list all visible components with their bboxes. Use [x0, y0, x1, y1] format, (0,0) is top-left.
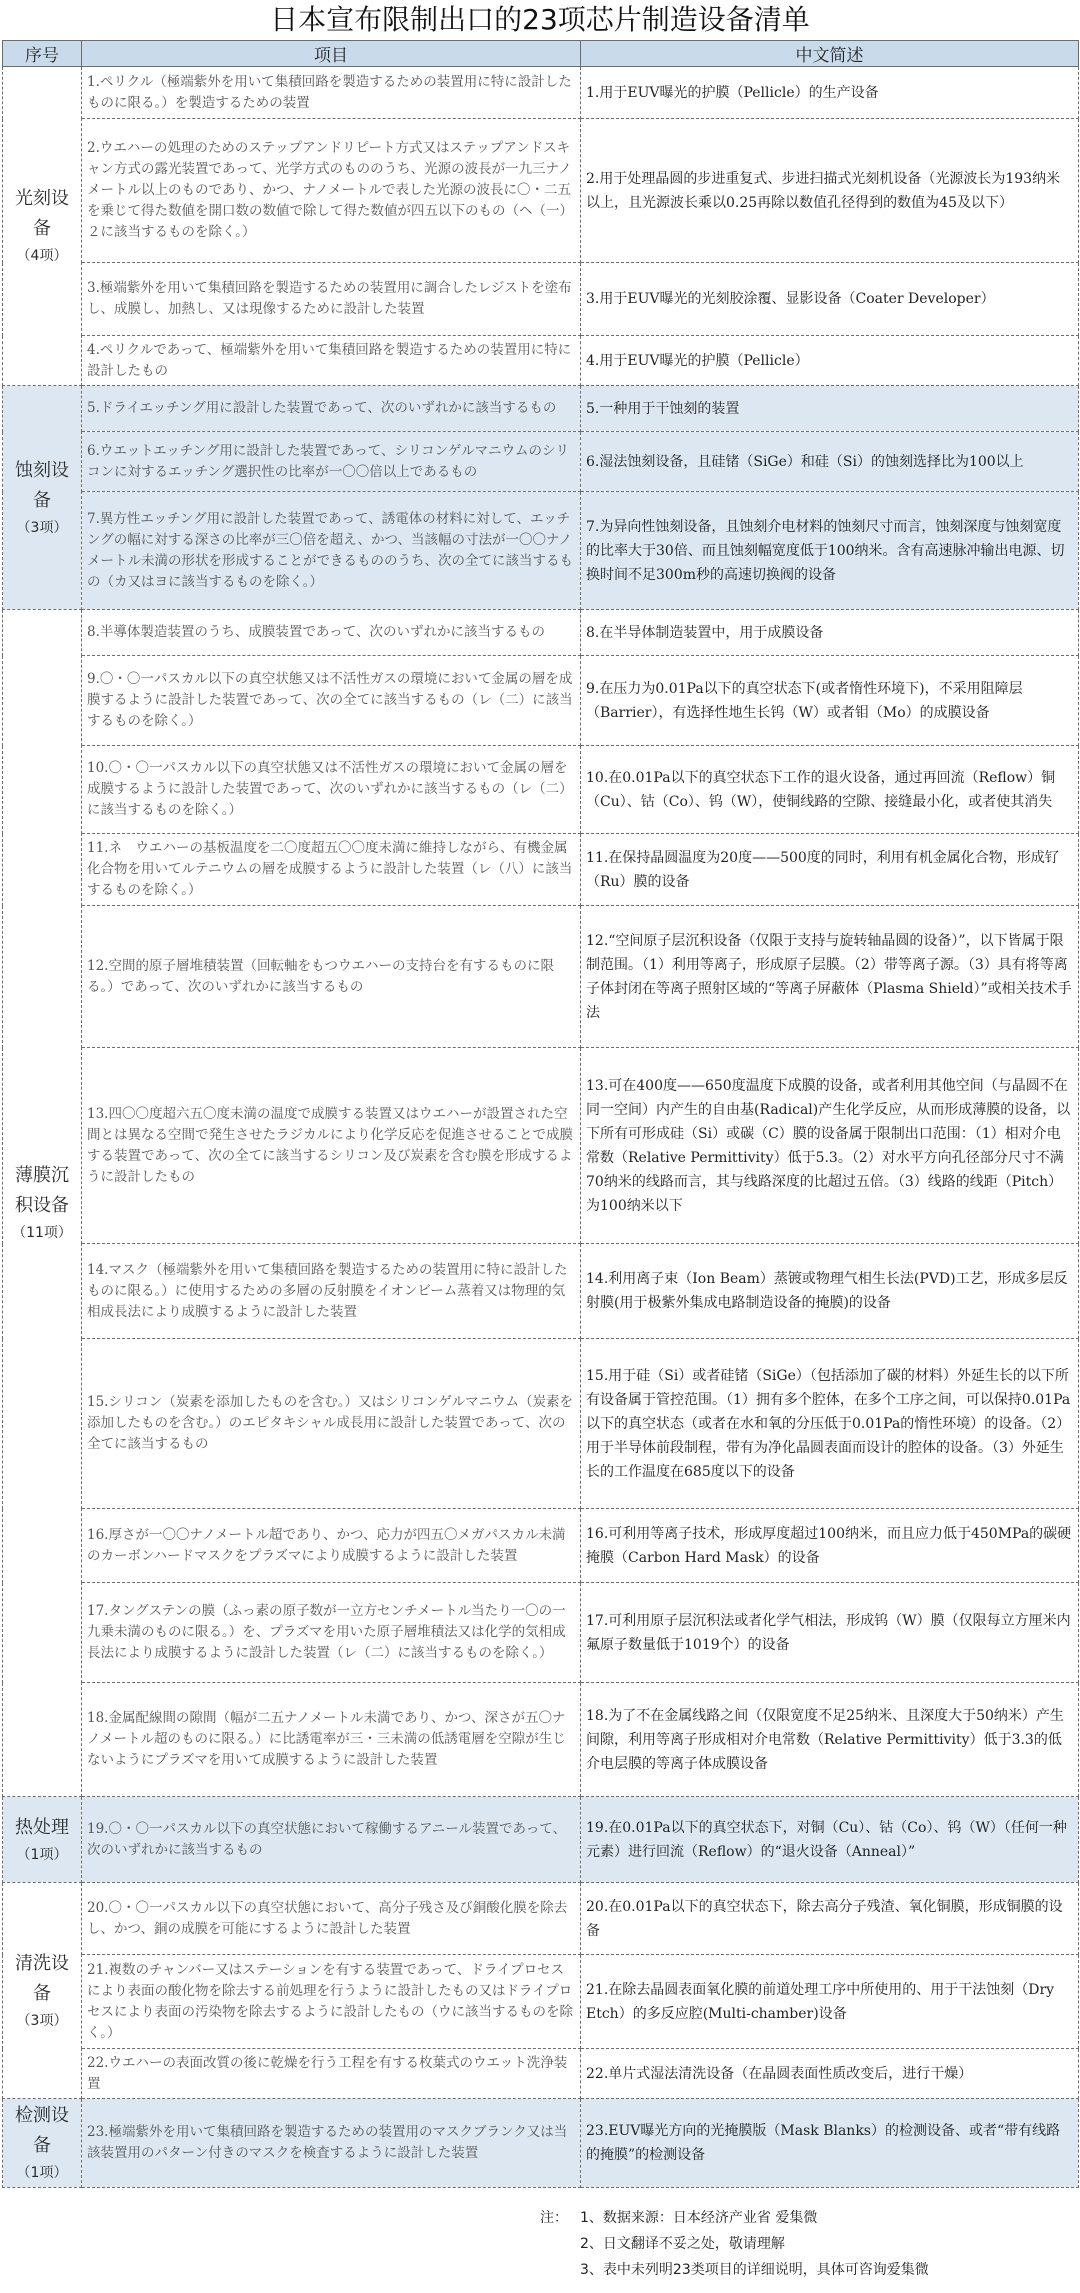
category-inspection: [3, 2099, 82, 2188]
category-count: （1项）: [16, 1846, 68, 1863]
table-row: [3, 1583, 1079, 1683]
item-cn: 6.湿法蚀刻设备，且硅锗（SiGe）和硅（Si）的蚀刻选择比为100以上: [581, 432, 1079, 492]
item-jp: 3.極端紫外を用いて集積回路を製造するための装置用に調合したレジストを塗布し、成膜し、加熱し、又は現像するために設計した装置: [82, 263, 581, 336]
table-row: [3, 67, 1079, 119]
item-jp: 11.ネ ウエハーの基板温度を二〇度超五〇〇度未満に維持しながら、有機金属化合物を用いてルテニウムの層を成膜するように設計した装置（レ（八）に該当するものを除く。）: [82, 834, 581, 906]
item-jp: 19.〇・〇一パスカル以下の真空状態において稼働するアニール装置であって、次のいずれかに該当するもの: [82, 1797, 581, 1883]
category-cleaning: [3, 1883, 82, 2099]
item-cn: 1.用于EUV曝光的护膜（Pellicle）的生产设备: [581, 67, 1079, 119]
item-jp: 13.四〇〇度超六五〇度未満の温度で成膜する装置又はウエハーが設置された空間とは異なる空間で発生させたラジカルにより化学反応を促進させることで成膜する装置であって、次の全てに該当するシリコン及び炭素を含む膜を形成するように設計したもの: [82, 1048, 581, 1244]
item-jp: 8.半導体製造装置のうち、成膜装置であって、次のいずれかに該当するもの: [82, 610, 581, 656]
table-row: [3, 906, 1079, 1048]
item-cn: 11.在保持晶圆温度为20度——500度的同时，利用有机金属化合物，形成钌（Ru）膜的设备: [581, 834, 1079, 906]
table-row: [3, 386, 1079, 432]
table-row: [3, 2049, 1079, 2099]
item-cn: 21.在除去晶圆表面氧化膜的前道处理工序中所使用的、用于干法蚀刻（Dry Etch）的多反应腔(Multi-chamber)设备: [581, 1955, 1079, 2049]
note-line: 1、数据来源：日本经济产业省 爱集微: [580, 2210, 818, 2226]
category-lithography: [3, 67, 82, 386]
item-cn: 2.用于处理晶圆的步进重复式、步进扫描式光刻机设备（光源波长为193纳米以上，且光源波长乘以0.25再除以数值孔径得到的数值为45及以下）: [581, 119, 1079, 263]
item-jp: 10.〇・〇一パスカル以下の真空状態又は不活性ガスの環境において金属の層を成膜するように設計した装置であって、次のいずれかに該当するもの（レ（二）に該当するものを除く。）: [82, 746, 581, 834]
item-jp: 1.ペリクル（極端紫外を用いて集積回路を製造するための装置用に特に設計したものに限る。）を製造するための装置: [82, 67, 581, 119]
item-jp: 17.タングステンの膜（ふっ素の原子数が一立方センチメートル当たり一〇の一九乗未満のものに限る。）を、プラズマを用いた原子層堆積法又は化学的気相成長法により成膜するように設計した装置（レ（二）に該当するものを除く。）: [82, 1583, 581, 1683]
col-header-item: 项目: [82, 41, 581, 67]
item-jp: 23.極端紫外を用いて集積回路を製造するための装置用のマスクブランク又は当該装置用のパターン付きのマスクを検査するように設計した装置: [82, 2099, 581, 2188]
item-cn: 17.可利用原子层沉积法或者化学气相法，形成钨（W）膜（仅限每立方厘米内氟原子数量低于1019个）的设备: [581, 1583, 1079, 1683]
category-name: 热处理: [15, 1816, 69, 1838]
table-row: [3, 1797, 1079, 1883]
category-count: （3项）: [16, 519, 68, 536]
table-row: [3, 1048, 1079, 1244]
table-row: [3, 119, 1079, 263]
table-row: [3, 1883, 1079, 1955]
note-line: 3、表中未列明23类项目的详细说明，具体可咨询爱集微: [580, 2262, 929, 2278]
item-jp: 4.ペリクルであって、極端紫外を用いて集積回路を製造するための装置用に特に設計したもの: [82, 336, 581, 386]
item-cn: 22.单片式湿法清洗设备（在晶圆表面性质改变后，进行干燥）: [581, 2049, 1079, 2099]
table-row: [3, 656, 1079, 746]
item-cn: 14.利用离子束（Ion Beam）蒸镀或物理气相生长法(PVD)工艺，形成多层反射膜(用于极紫外集成电路制造设备的掩膜)的设备: [581, 1244, 1079, 1339]
table-row: [3, 2099, 1079, 2188]
item-jp: 14.マスク（極端紫外を用いて集積回路を製造するための装置用に特に設計したものに限る。）に使用するための多層の反射膜をイオンビーム蒸着又は物理的気相成長法により成膜するように設計した装置: [82, 1244, 581, 1339]
table-row: [3, 1339, 1079, 1509]
item-cn: 18.为了不在金属线路之间（仅限宽度不足25纳米、且深度大于50纳米）产生间隙，利用等离子形成相对介电常数（Relative Permittivity）低于3.3的低介电层膜的等离子体成膜设备: [581, 1683, 1079, 1797]
table-row: [3, 1509, 1079, 1583]
page-title: 日本宣布限制出口的23项芯片制造设备清单: [270, 3, 810, 36]
category-count: （4项）: [16, 248, 68, 264]
item-cn: 4.用于EUV曝光的护膜（Pellicle）: [581, 336, 1079, 386]
notes-label: 注：: [540, 2210, 568, 2226]
col-header-no: 序号: [3, 41, 82, 67]
item-cn: 10.在0.01Pa以下的真空状态下工作的退火设备，通过再回流（Reflow）铜（Cu）、钴（Co）、钨（W），使铜线路的空隙、接缝最小化，或者使其消失: [581, 746, 1079, 834]
export-control-table: [2, 40, 1079, 2188]
item-cn: 7.为异向性蚀刻设备，且蚀刻介电材料的蚀刻尺寸而言，蚀刻深度与蚀刻宽度的比率大于30倍、而且蚀刻幅宽度低于100纳米。含有高速脉冲输出电源、切换时间不足300m秒的高速切换阀的设备: [581, 492, 1079, 610]
category-name: 薄膜沉积设备: [15, 1165, 69, 1216]
table-row: [3, 834, 1079, 906]
category-etching: [3, 386, 82, 610]
category-name: 光刻设备: [15, 188, 69, 239]
item-cn: 20.在0.01Pa以下的真空状态下，除去高分子残渣、氧化铜膜，形成铜膜的设备: [581, 1883, 1079, 1955]
item-jp: 15.シリコン（炭素を添加したものを含む。）又はシリコンゲルマニウム（炭素を添加したものを含む。）のエピタキシャル成長用に設計した装置であって、次の全てに該当するもの: [82, 1339, 581, 1509]
item-jp: 18.金属配線間の隙間（幅が二五ナノメートル未満であり、かつ、深さが五〇ナノメートル超のものに限る。）に比誘電率が三・三未満の低誘電層を空隙が生じないようにプラズマを用いて成膜するように設計した装置: [82, 1683, 581, 1797]
table-row: [3, 492, 1079, 610]
table-row: [3, 336, 1079, 386]
category-count: （3项）: [16, 2012, 68, 2029]
item-cn: 19.在0.01Pa以下的真空状态下，对铜（Cu）、钴（Co）、钨（W）（任何一种元素）进行回流（Reflow）的“退火设备（Anneal）”: [581, 1797, 1079, 1883]
table-row: [3, 610, 1079, 656]
table-header: [3, 41, 1079, 67]
category-heat-treatment: [3, 1797, 82, 1883]
table-row: [3, 1244, 1079, 1339]
table-row: [3, 746, 1079, 834]
item-jp: 9.〇・〇一パスカル以下の真空状態又は不活性ガスの環境において金属の層を成膜するように設計した装置であって、次の全てに該当するもの（レ（二）に該当するものを除く。）: [82, 656, 581, 746]
item-cn: 8.在半导体制造装置中，用于成膜设备: [581, 610, 1079, 656]
table-row: [3, 432, 1079, 492]
item-cn: 13.可在400度——650度温度下成膜的设备，或者利用其他空间（与晶圆不在同一空间）内产生的自由基(Radical)产生化学反应，从而形成薄膜的设备，以下所有可形成硅（Si）或碳（C）膜的设备属于限制出口范围：（1）相对介电常数（Relative Permittivity）低于5.3。（2）对水平方向孔径部分尺寸不满70纳米的线路而言，其与线路深度的比超过五倍。（3）线路的线距（Pitch）为100纳米以下: [581, 1048, 1079, 1244]
category-count: （1项）: [16, 2165, 68, 2181]
item-jp: 6.ウエットエッチング用に設計した装置であって、シリコンゲルマニウムのシリコンに対するエッチング選択性の比率が一〇〇倍以上であるもの: [82, 432, 581, 492]
category-name: 蚀刻设备: [15, 459, 69, 511]
table-row: [3, 1955, 1079, 2049]
item-jp: 20.〇・〇一パスカル以下の真空状態において、高分子残さ及び銅酸化膜を除去し、かつ、銅の成膜を可能にするように設計した装置: [82, 1883, 581, 1955]
item-jp: 12.空間的原子層堆積装置（回転軸をもつウエハーの支持台を有するものに限る。）であって、次のいずれかに該当するもの: [82, 906, 581, 1048]
item-cn: 12.“空间原子层沉积设备（仅限于支持与旋转轴晶圆的设备）”，以下皆属于限制范围。（1）利用等离子，形成原子层膜。（2）带等离子源。（3）具有将等离子体封闭在等离子照射区域的“等离子屏蔽体（Plasma Shield）”或相关技术手法: [581, 906, 1079, 1048]
item-cn: 23.EUV曝光方向的光掩膜版（Mask Blanks）的检测设备、或者“带有线路的掩膜”的检测设备: [581, 2099, 1079, 2188]
item-jp: 7.異方性エッチング用に設計した装置であって、誘電体の材料に対して、エッチングの幅に対する深さの比率が三〇倍を超え、かつ、当該幅の寸法が一〇〇ナノメートル未満の形状を形成することができるもののうち、次の全てに該当するもの（カ又はヨに該当するものを除く。）: [82, 492, 581, 610]
item-cn: 9.在压力为0.01Pa以下的真空状态下(或者惰性环境下)，不采用阻障层（Barrier），有选择性地生长钨（W）或者钼（Mo）的成膜设备: [581, 656, 1079, 746]
item-jp: 21.複数のチャンバー又はステーションを有する装置であって、ドライプロセスにより表面の酸化物を除去する前処理を行うように設計したもの又はドライプロセスにより表面の汚染物を除去するように設計したもの（ウに該当するものを除く。）: [82, 1955, 581, 2049]
item-cn: 3.用于EUV曝光的光刻胶涂覆、显影设备（Coater Developer）: [581, 263, 1079, 336]
note-line: 2、日文翻译不妥之处，敬请理解: [580, 2236, 785, 2252]
category-deposition: [3, 610, 82, 1797]
table-row: [3, 1683, 1079, 1797]
item-jp: 5.ドライエッチング用に設計した装置であって、次のいずれかに該当するもの: [82, 386, 581, 432]
item-jp: 2.ウエハーの処理のためのステップアンドリピート方式又はステップアンドスキャン方式の露光装置であって、光学方式のもののうち、光源の波長が一九三ナノメートル以上のものであり、かつ、ナノメートルで表した光源の波長に〇・二五を乗じて得た数値を開口数の数値で除して得た数値が四五以下のもの（ヘ（一）２に該当するものを除く。）: [82, 119, 581, 263]
item-jp: 16.厚さが一〇〇ナノメートル超であり、かつ、応力が四五〇メガパスカル未満のカーボンハードマスクをプラズマにより成膜するように設計した装置: [82, 1509, 581, 1583]
table-row: [3, 263, 1079, 336]
item-cn: 16.可利用等离子技术，形成厚度超过100纳米，而且应力低于450MPa的碳硬掩膜（Carbon Hard Mask）的设备: [581, 1509, 1079, 1583]
item-cn: 15.用于硅（Si）或者硅锗（SiGe）（包括添加了碳的材料）外延生长的以下所有设备属于管控范围。（1）拥有多个腔体，在多个工序之间，可以保持0.01Pa以下的真空状态（或者在水和氧的分压低于0.01Pa的惰性环境）的设备。（2）用于半导体前段制程，带有为净化晶圆表面而设计的腔体的设备。（3）外延生长的工作温度在685度以下的设备: [581, 1339, 1079, 1509]
item-jp: 22.ウエハーの表面改質の後に乾燥を行う工程を有する枚葉式のウエット洗浄装置: [82, 2049, 581, 2099]
category-name: 清洗设备: [15, 1952, 69, 2004]
category-count: （11项）: [12, 1225, 72, 1241]
col-header-summary: 中文简述: [581, 41, 1079, 67]
category-name: 检测设备: [15, 2105, 69, 2156]
item-cn: 5.一种用于干蚀刻的装置: [581, 386, 1079, 432]
